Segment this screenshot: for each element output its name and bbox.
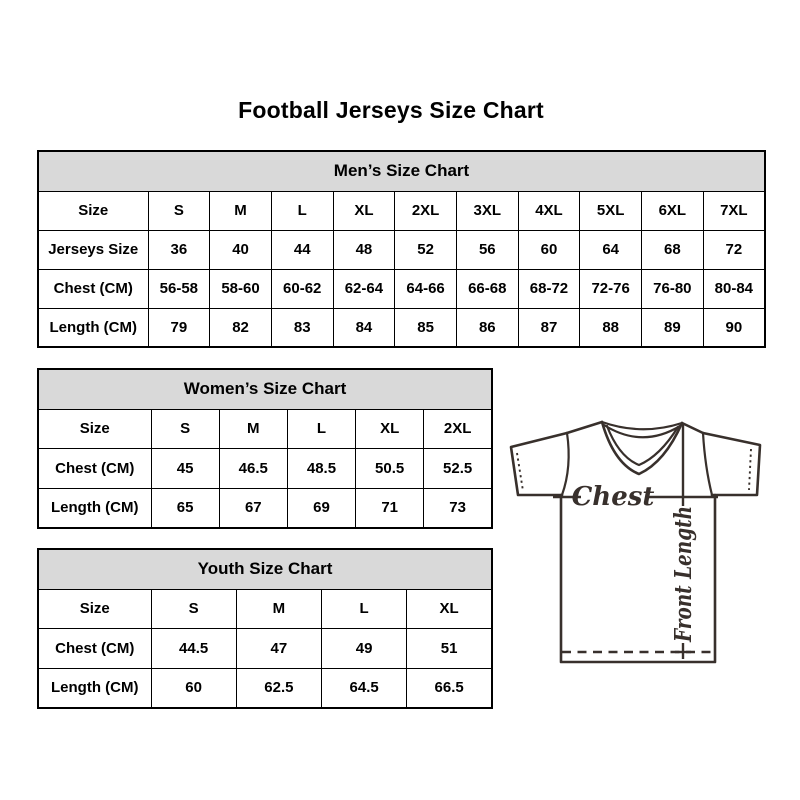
table-row	[38, 230, 765, 269]
row-label-cell: Chest (CM)	[38, 629, 151, 669]
value-cell: 60	[151, 668, 236, 708]
value-cell: 66.5	[407, 668, 492, 708]
page-title: Football Jerseys Size Chart	[238, 97, 544, 123]
header-size-cell: 2XL	[395, 191, 457, 230]
header-label-cell: Size	[38, 191, 148, 230]
value-cell: 89	[642, 308, 704, 347]
value-cell: 40	[210, 230, 272, 269]
value-cell: 56	[456, 230, 518, 269]
value-cell: 73	[424, 488, 492, 528]
table-row	[38, 449, 492, 489]
value-cell: 72	[703, 230, 765, 269]
header-size-cell: 4XL	[518, 191, 580, 230]
value-cell: 46.5	[219, 449, 287, 489]
left-armhole-seam	[562, 433, 569, 495]
size-table	[37, 548, 493, 709]
header-size-cell: S	[151, 589, 236, 629]
youth-size-table	[37, 548, 493, 709]
header-size-cell: M	[219, 409, 287, 449]
value-cell: 48.5	[287, 449, 355, 489]
front-length-label: Front Length	[670, 472, 697, 642]
value-cell: 60-62	[271, 269, 333, 308]
jersey-outline-graphic	[505, 412, 775, 672]
value-cell: 64-66	[395, 269, 457, 308]
header-size-cell: 5XL	[580, 191, 642, 230]
row-label-cell: Chest (CM)	[38, 269, 148, 308]
jersey-measurement-diagram	[505, 412, 775, 672]
value-cell: 72-76	[580, 269, 642, 308]
row-label-cell: Length (CM)	[38, 668, 151, 708]
mens-size-table	[37, 150, 766, 348]
value-cell: 79	[148, 308, 210, 347]
womens-size-table	[37, 368, 493, 529]
table-title: Men’s Size Chart	[38, 151, 765, 191]
value-cell: 90	[703, 308, 765, 347]
value-cell: 50.5	[356, 449, 424, 489]
table-title-row	[38, 549, 492, 589]
value-cell: 48	[333, 230, 395, 269]
table-title-row	[38, 369, 492, 409]
table-title-row	[38, 151, 765, 191]
left-cuff-dotted-line	[517, 453, 523, 491]
value-cell: 44.5	[151, 629, 236, 669]
value-cell: 84	[333, 308, 395, 347]
header-size-cell: XL	[356, 409, 424, 449]
value-cell: 71	[356, 488, 424, 528]
value-cell: 36	[148, 230, 210, 269]
value-cell: 62.5	[236, 668, 321, 708]
header-size-cell: S	[151, 409, 219, 449]
collar-back-arc-1	[602, 422, 682, 429]
header-size-cell: 7XL	[703, 191, 765, 230]
value-cell: 66-68	[456, 269, 518, 308]
right-armhole-seam	[703, 433, 712, 495]
table-row	[38, 668, 492, 708]
value-cell: 52	[395, 230, 457, 269]
table-header-row	[38, 409, 492, 449]
right-cuff-dotted-line	[749, 449, 751, 490]
right-shoulder-seam	[682, 423, 703, 433]
value-cell: 56-58	[148, 269, 210, 308]
value-cell: 68	[642, 230, 704, 269]
size-table	[37, 368, 493, 529]
value-cell: 64	[580, 230, 642, 269]
header-size-cell: XL	[333, 191, 395, 230]
value-cell: 82	[210, 308, 272, 347]
header-size-cell: L	[287, 409, 355, 449]
row-label-cell: Length (CM)	[38, 488, 151, 528]
value-cell: 88	[580, 308, 642, 347]
row-label-cell: Length (CM)	[38, 308, 148, 347]
size-table	[37, 150, 766, 348]
header-label-cell: Size	[38, 589, 151, 629]
value-cell: 45	[151, 449, 219, 489]
value-cell: 86	[456, 308, 518, 347]
left-shoulder-seam	[567, 422, 602, 433]
header-size-cell: 3XL	[456, 191, 518, 230]
value-cell: 49	[322, 629, 407, 669]
value-cell: 68-72	[518, 269, 580, 308]
table-title: Youth Size Chart	[38, 549, 492, 589]
value-cell: 51	[407, 629, 492, 669]
table-header-row	[38, 191, 765, 230]
header-size-cell: M	[210, 191, 272, 230]
value-cell: 65	[151, 488, 219, 528]
header-size-cell: L	[322, 589, 407, 629]
header-size-cell: 6XL	[642, 191, 704, 230]
value-cell: 83	[271, 308, 333, 347]
value-cell: 87	[518, 308, 580, 347]
value-cell: 69	[287, 488, 355, 528]
table-row	[38, 269, 765, 308]
table-row	[38, 488, 492, 528]
row-label-cell: Chest (CM)	[38, 449, 151, 489]
header-size-cell: XL	[407, 589, 492, 629]
header-label-cell: Size	[38, 409, 151, 449]
value-cell: 60	[518, 230, 580, 269]
value-cell: 64.5	[322, 668, 407, 708]
value-cell: 62-64	[333, 269, 395, 308]
value-cell: 44	[271, 230, 333, 269]
value-cell: 58-60	[210, 269, 272, 308]
chest-label: Chest	[571, 482, 655, 512]
value-cell: 85	[395, 308, 457, 347]
header-size-cell: 2XL	[424, 409, 492, 449]
table-row	[38, 629, 492, 669]
value-cell: 47	[236, 629, 321, 669]
value-cell: 76-80	[642, 269, 704, 308]
row-label-cell: Jerseys Size	[38, 230, 148, 269]
header-size-cell: M	[236, 589, 321, 629]
table-row	[38, 308, 765, 347]
value-cell: 67	[219, 488, 287, 528]
header-size-cell: S	[148, 191, 210, 230]
header-size-cell: L	[271, 191, 333, 230]
value-cell: 80-84	[703, 269, 765, 308]
table-title: Women’s Size Chart	[38, 369, 492, 409]
value-cell: 52.5	[424, 449, 492, 489]
table-header-row	[38, 589, 492, 629]
right-sleeve-outline	[703, 433, 760, 495]
